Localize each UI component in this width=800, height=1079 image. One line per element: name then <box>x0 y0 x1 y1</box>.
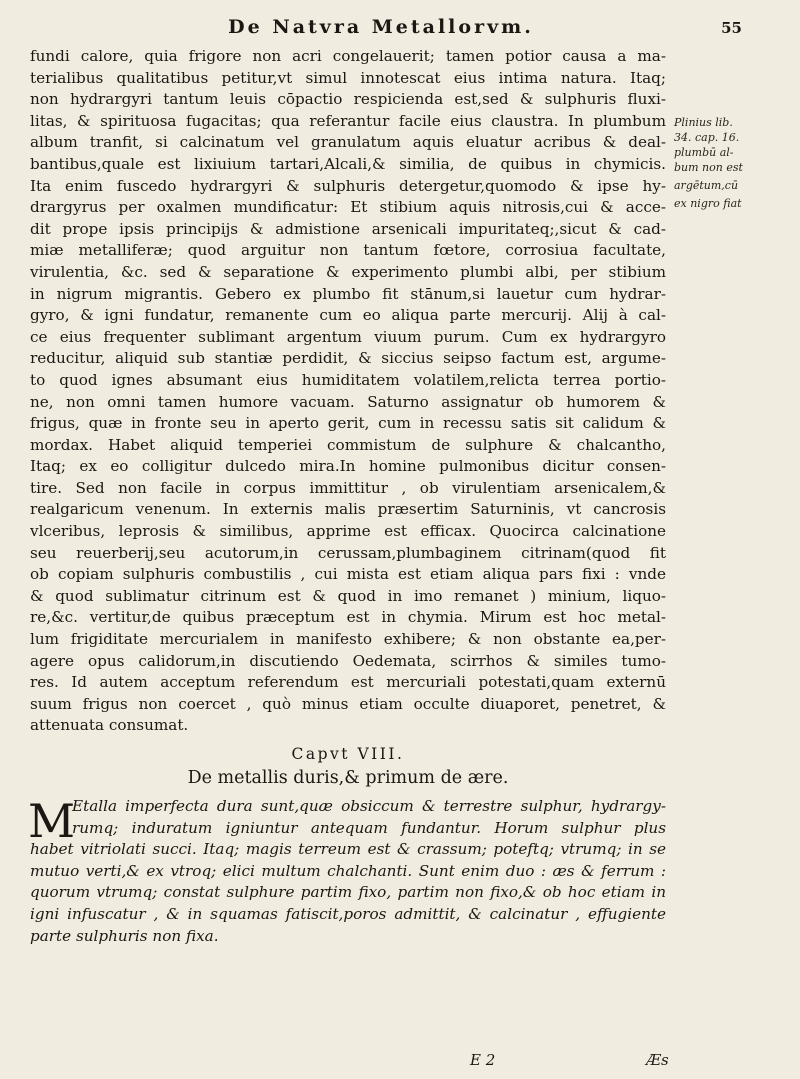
text-line: tire. Sed non facile in corpus immittitur , ob virulentiam arsenicalem,& <box>30 478 666 497</box>
text-line: to quod ignes absumant eius humiditatem volatilem,relicta terrea portio- <box>30 370 666 389</box>
chapter-summary <box>30 796 666 947</box>
text-line: vlceribus, leprosis & similibus, apprime est efficax. Quocirca calcinatione <box>30 522 666 541</box>
text-line: fundi calore, quia frigore non acri congelauerit; tamen potior causa a ma- <box>30 47 666 65</box>
text-line: & quod sublimatur citrinum est & quod in imo remanet ) minium, liquo- <box>30 586 666 605</box>
marginal-note: Plinius lib. <box>674 116 733 129</box>
page-number: 55 <box>721 19 742 37</box>
text-line: gyro, & igni fundatur, remanente cum eo aliqua parte mercurij. Alij à cal- <box>30 306 666 325</box>
summary-line: habet vitriolati succi. Itaq; magis terreum est & crassum; poteftq; vtrumq; in se <box>30 840 666 859</box>
running-head-title: De Natvra Metallorvm. <box>228 16 534 38</box>
body-paragraph <box>30 46 666 737</box>
text-line: frigus, quæ in fronte seu in aperto gerit, cum in recessu satis sit calidum & <box>30 414 666 433</box>
marginal-note: plumbū al- <box>674 146 734 159</box>
text-line: realgaricum venenum. In externis malis præsertim Saturninis, vt cancrosis <box>30 500 666 519</box>
summary-line: rumq; induratum igniuntur antequam fundantur. Horum sulphur plus <box>72 818 666 837</box>
marginal-note: 34. cap. 16. <box>674 131 740 144</box>
running-head <box>30 16 778 38</box>
text-line: dit prope ipsis principijs & admistione arsenicali impuritateq;,sicut & cad- <box>30 219 666 238</box>
text-line: suum frigus non coercet , quò minus etiam occulte diuaporet, penetret, & <box>30 694 666 713</box>
text-line: drargyrus per oxalmen mundificatur: Et stibium aquis nitrosis,cui & acce- <box>30 198 666 217</box>
text-line: agere opus calidorum,in discutiendo Oedemata, scirrhos & similes tumo- <box>30 651 666 670</box>
text-line: bantibus,quale est lixiuium tartari,Alcali,& similia, de quibus in chymicis. <box>30 154 666 173</box>
marginal-note: ex nigro fiat <box>674 197 742 210</box>
text-line: album tranfit, si calcinatum vel granulatum aquis eluatur acribus & deal- <box>30 133 666 152</box>
text-line: attenuata consumat. <box>30 716 189 735</box>
drop-cap: M <box>28 794 76 848</box>
text-line: Ita enim fuscedo hydrargyri & sulphuris detergetur,quomodo & ipse hy- <box>30 176 666 195</box>
summary-line: quorum vtrumq; constat sulphure partim fixo, partim non fixo,& ob hoc etiam in <box>30 883 666 902</box>
text-line: reducitur, aliquid sub stantiæ perdidit, & siccius seipso factum est, argume- <box>30 349 666 368</box>
text-line: ne, non omni tamen humore vacuam. Saturno assignatur ob humorem & <box>30 392 666 411</box>
main-text-column <box>30 46 666 947</box>
summary-line: parte sulphuris non fixa. <box>30 926 219 945</box>
catchword: Æs <box>646 1051 669 1069</box>
text-line: miæ metalliferæ; quod arguitur non tantum fœtore, corrosiua facultate, <box>30 241 666 260</box>
marginal-note: argētum,cū <box>674 179 739 192</box>
text-line: ob copiam sulphuris combustilis , cui mista est etiam aliqua pars fixi : vnde <box>30 565 666 584</box>
summary-line: mutuo verti,& ex vtroq; elici multum chalchanti. Sunt enim duo : æs & ferrum : <box>30 861 666 880</box>
text-line: in nigrum migrantis. Gebero ex plumbo fit stānum,si lauetur cum hydrar- <box>30 284 666 303</box>
text-line: re,&c. vertitur,de quibus præceptum est in chymia. Mirum est hoc metal- <box>30 608 666 627</box>
signature-mark: E 2 <box>470 1051 496 1069</box>
text-line: seu reuerberij,seu acutorum,in cerussam,plumbaginem citrinam(quod fit <box>30 543 666 562</box>
summary-line: Etalla imperfecta dura sunt,quæ obsiccum & terrestre sulphur, hydrargy- <box>72 797 666 815</box>
text-line: litas, & spirituosa fugacitas; qua referantur facile eius claustra. In plumbum <box>30 111 666 130</box>
text-line: terialibus qualitatibus petitur,vt simul innotescat eius intima natura. Itaq; <box>30 68 666 87</box>
summary-line: igni infuscatur , & in squamas fatiscit,poros admittit, & calcinatur , effugiente <box>30 904 666 923</box>
text-area <box>30 46 778 947</box>
text-line: Itaq; ex eo colligitur dulcedo mira.In homine pulmonibus dicitur consen- <box>30 457 666 476</box>
margin-column <box>666 46 764 947</box>
text-line: lum frigiditate mercurialem in manifesto exhibere; & non obstante ea,per- <box>30 630 666 649</box>
text-line: res. Id autem acceptum referendum est mercuriali potestati,quam externū <box>30 673 666 692</box>
chapter-title: De metallis duris,& primum de ære. <box>187 768 509 788</box>
text-line: mordax. Habet aliquid temperiei commistum de sulphure & chalcantho, <box>30 435 666 454</box>
text-line: virulentia, &c. sed & separatione & experimento plumbi albi, per stibium <box>30 262 666 281</box>
marginal-note: bum non est <box>674 161 743 174</box>
chapter-heading: Capvt VIII. <box>291 745 405 763</box>
text-line: ce eius frequenter sublimant argentum viuum purum. Cum ex hydrargyro <box>30 327 666 346</box>
text-line: non hydrargyri tantum leuis cōpactio respicienda est,sed & sulphuris fluxi- <box>30 90 666 109</box>
